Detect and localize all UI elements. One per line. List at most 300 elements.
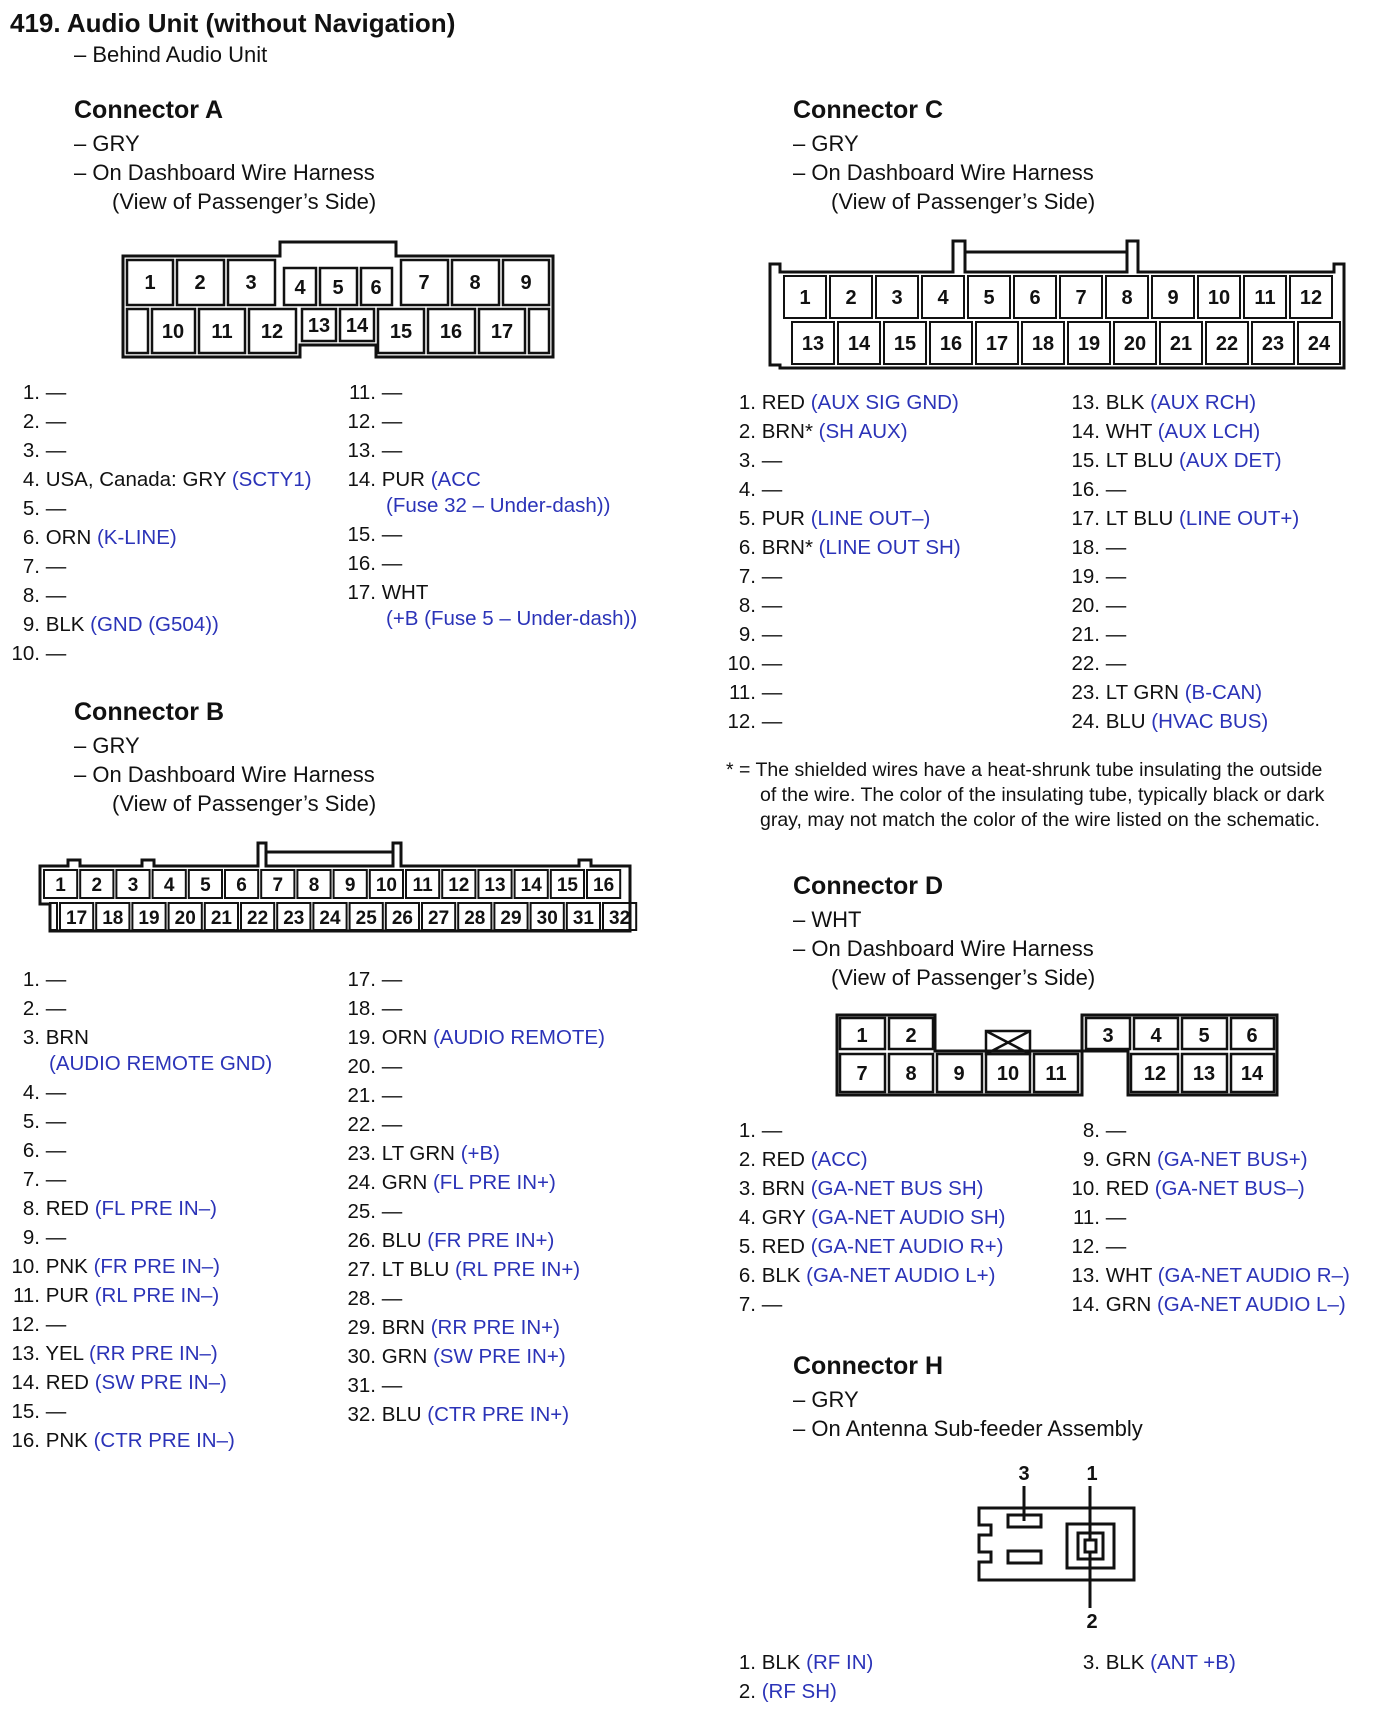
pin-label: 11 <box>1254 287 1276 309</box>
pin-label: 11 <box>1045 1063 1067 1085</box>
list-item: 17. — <box>347 968 403 991</box>
list-item: 13. YEL (RR PRE IN–) <box>11 1342 218 1365</box>
pin-label: 7 <box>418 272 430 294</box>
pin-cell <box>320 268 357 305</box>
pin-label: 24 <box>1307 333 1331 355</box>
list-item: 5. PUR (LINE OUT–) <box>738 507 931 530</box>
list-item: 10. PNK (FR PRE IN–) <box>11 1255 220 1278</box>
pin-cell <box>334 870 367 898</box>
pin-label: 22 <box>1215 333 1239 355</box>
pin-label: 18 <box>102 908 124 929</box>
list-item: 11. — <box>349 381 403 404</box>
pin-cell <box>840 1054 885 1092</box>
pin-cell <box>1060 276 1102 318</box>
list-item: 24. BLU (HVAC BUS) <box>1071 710 1269 733</box>
connector-b-labels <box>55 875 630 929</box>
pin-label: 19 <box>1077 333 1101 355</box>
list-item: 4. — <box>22 1081 67 1104</box>
pin-cell <box>422 903 455 930</box>
list-item: 4. GRY (GA-NET AUDIO SH) <box>738 1206 1006 1229</box>
list-item: 1. — <box>22 381 67 404</box>
pin-label: 16 <box>439 321 463 343</box>
pin-label: 15 <box>556 875 578 896</box>
pin-cell <box>189 870 222 898</box>
pin-cell <box>479 309 525 353</box>
pin-label: 5 <box>332 277 344 299</box>
pin-label: 2 <box>905 1025 917 1047</box>
list-item-continuation: (Fuse 32 – Under-dash)) <box>386 494 611 517</box>
list-item: 7. — <box>738 565 783 588</box>
list-item: 2. — <box>22 410 67 433</box>
pin-label: 13 <box>484 875 506 896</box>
connector-d-title: Connector D <box>793 872 943 900</box>
list-item: 9. — <box>22 1226 67 1249</box>
list-item: 3. BLK (ANT +B) <box>1082 1651 1236 1674</box>
pin-cell <box>889 1054 933 1092</box>
list-item: 2. RED (ACC) <box>738 1148 868 1171</box>
pin-cell <box>313 903 346 930</box>
pin-label: 17 <box>985 333 1009 355</box>
pin-label: 16 <box>939 333 963 355</box>
pin-label: 17 <box>490 321 514 343</box>
pin-label: 1 <box>1086 1463 1098 1485</box>
pin-label: 16 <box>593 875 615 896</box>
pin-cell <box>603 903 636 930</box>
list-item: 3. BRN <box>22 1026 89 1049</box>
list-item: 21. — <box>347 1084 403 1107</box>
connector-a-header <box>74 96 376 216</box>
list-item: 14. WHT (AUX LCH) <box>1071 420 1261 443</box>
pin-label: 21 <box>210 908 232 929</box>
pin-cell <box>529 309 549 353</box>
connector-d-outline <box>837 1015 1277 1095</box>
connector-a-location: – On Dashboard Wire Harness <box>74 160 375 185</box>
pin-cell <box>261 870 294 898</box>
pin-label: 2 <box>845 287 857 309</box>
list-item: 12. — <box>727 710 783 733</box>
list-item: 3. BRN (GA-NET BUS SH) <box>738 1177 984 1200</box>
pin-cell <box>478 870 511 898</box>
pin-cell <box>1231 1054 1274 1092</box>
pin-cell <box>428 309 475 353</box>
pin-cell <box>1014 276 1056 318</box>
pin-cell <box>177 260 224 305</box>
pin-label: 15 <box>893 333 917 355</box>
list-item: 10. — <box>727 652 783 675</box>
pin-cell <box>302 309 336 341</box>
pin-cell <box>567 903 600 930</box>
connector-a-color: – GRY <box>74 131 140 156</box>
list-item: 14. GRN (GA-NET AUDIO L–) <box>1071 1293 1346 1316</box>
pin-cell <box>1068 322 1110 364</box>
connector-d-color: – WHT <box>793 907 862 932</box>
connector-b-cells <box>44 870 636 930</box>
pin-label: 10 <box>375 875 397 896</box>
pin-label: 1 <box>856 1025 868 1047</box>
pin-label: 8 <box>308 875 320 896</box>
pin-cell <box>1231 1018 1274 1049</box>
pin-label: 1 <box>55 875 66 896</box>
connector-d-key <box>986 1031 1030 1054</box>
connector-a-title: Connector A <box>74 96 224 124</box>
pin-label: 7 <box>1075 287 1087 309</box>
pin-label: 1 <box>144 272 156 294</box>
list-item: 32. BLU (CTR PRE IN+) <box>347 1403 570 1426</box>
pin-cell <box>1244 276 1286 318</box>
pin-label: 17 <box>66 908 88 929</box>
pin-label: 9 <box>520 272 532 294</box>
pin-cell <box>205 903 238 930</box>
connector-c-view: (View of Passenger’s Side) <box>831 189 1096 214</box>
pin-cell <box>406 870 439 898</box>
pin-label: 13 <box>1192 1063 1216 1085</box>
connector-d-header <box>793 872 1095 992</box>
pin-cell <box>442 870 475 898</box>
connector-b-outline <box>40 843 630 931</box>
pin-label: 1 <box>799 287 811 309</box>
list-item: 19. ORN (AUDIO REMOTE) <box>347 1026 605 1049</box>
pin-cell <box>1252 322 1294 364</box>
pin-label: 8 <box>905 1063 917 1085</box>
pin-cell <box>249 309 296 353</box>
list-item: 7. — <box>738 1293 783 1316</box>
connector-h-outline <box>979 1508 1134 1580</box>
list-item: 21. — <box>1071 623 1127 646</box>
connector-h-pin-3 <box>1008 1515 1041 1527</box>
connector-b-color: – GRY <box>74 733 140 758</box>
list-item: 9. BLK (GND (G504)) <box>22 613 219 636</box>
pin-cell <box>494 903 527 930</box>
list-item: 1. RED (AUX SIG GND) <box>738 391 959 414</box>
connector-h-header <box>793 1352 1143 1443</box>
pin-label: 19 <box>138 908 160 929</box>
list-item: 23. LT GRN (+B) <box>347 1142 501 1165</box>
pin-label: 3 <box>245 272 257 294</box>
pin-cell <box>60 903 93 930</box>
list-item: 20. — <box>1071 594 1127 617</box>
list-item: 25. — <box>347 1200 403 1223</box>
pin-cell <box>922 276 964 318</box>
connector-c-title: Connector C <box>793 96 943 124</box>
list-item: 10. RED (GA-NET BUS–) <box>1071 1177 1305 1200</box>
list-item: 17. WHT <box>347 581 429 604</box>
pin-label: 12 <box>448 875 470 896</box>
list-item: 12. — <box>347 410 403 433</box>
list-item: 12. — <box>1071 1235 1127 1258</box>
pin-label: 9 <box>953 1063 965 1085</box>
pin-label: 28 <box>464 908 486 929</box>
pin-label: 5 <box>200 875 211 896</box>
pin-cell <box>1034 1054 1078 1092</box>
pin-cell <box>50 903 57 930</box>
pin-cell <box>1290 276 1332 318</box>
connector-d-location: – On Dashboard Wire Harness <box>793 936 1094 961</box>
list-item: 16. PNK (CTR PRE IN–) <box>11 1429 235 1452</box>
list-item: 14. RED (SW PRE IN–) <box>11 1371 227 1394</box>
pin-cell <box>840 1018 885 1049</box>
list-item: 10. — <box>11 642 67 665</box>
list-item-continuation: (AUDIO REMOTE GND) <box>49 1052 273 1075</box>
list-item: 18. — <box>1071 536 1127 559</box>
pin-label: 4 <box>1150 1025 1162 1047</box>
pin-label: 10 <box>1207 287 1231 309</box>
list-item: 28. — <box>347 1287 403 1310</box>
pin-label: 14 <box>847 333 871 355</box>
pin-cell <box>1134 1018 1178 1049</box>
list-item: 7. — <box>22 1168 67 1191</box>
pin-cell <box>116 870 149 898</box>
connector-h-center <box>1085 1540 1096 1552</box>
pin-label: 6 <box>236 875 247 896</box>
list-item: 15. LT BLU (AUX DET) <box>1071 449 1282 472</box>
list-item: 6. — <box>22 1139 67 1162</box>
pin-label: 6 <box>370 277 382 299</box>
pin-label: 5 <box>1198 1025 1210 1047</box>
list-item: 11. — <box>729 681 783 704</box>
pin-cell <box>361 268 392 305</box>
connector-b-title: Connector B <box>74 698 224 726</box>
pin-label: 24 <box>319 908 341 929</box>
list-item: 5. RED (GA-NET AUDIO R+) <box>738 1235 1004 1258</box>
pin-cell <box>277 903 310 930</box>
pin-label: 12 <box>1143 1063 1167 1085</box>
pin-label: 2 <box>194 272 206 294</box>
pin-cell <box>44 870 77 898</box>
pin-label: 3 <box>1102 1025 1114 1047</box>
pin-label: 12 <box>1299 287 1323 309</box>
pin-label: 11 <box>412 875 433 896</box>
pin-cell <box>132 903 165 930</box>
pin-cell <box>297 870 330 898</box>
list-item: 4. — <box>738 478 783 501</box>
pin-label: 27 <box>428 908 450 929</box>
list-item: 14. PUR (ACC <box>347 468 481 491</box>
shielded-wire-note-line-3: gray, may not match the color of the wire listed on the schematic. <box>760 809 1320 831</box>
pin-label: 26 <box>391 908 413 929</box>
pin-cell <box>241 903 274 930</box>
pin-cell <box>458 903 491 930</box>
pin-label: 8 <box>1121 287 1133 309</box>
list-item: 9. — <box>738 623 783 646</box>
pin-label: 10 <box>161 321 185 343</box>
connector-c-cells <box>784 276 1340 364</box>
list-item: 17. LT BLU (LINE OUT+) <box>1071 507 1300 530</box>
pin-cell <box>127 260 173 305</box>
connector-h-color: – GRY <box>793 1387 859 1412</box>
pin-cell <box>350 903 383 930</box>
list-item: 9. GRN (GA-NET BUS+) <box>1082 1148 1308 1171</box>
pin-cell <box>884 322 926 364</box>
pin-cell <box>1198 276 1240 318</box>
pin-label: 10 <box>996 1063 1020 1085</box>
pin-cell <box>127 309 148 353</box>
pin-cell <box>1086 1018 1130 1049</box>
connector-b-location: – On Dashboard Wire Harness <box>74 762 375 787</box>
connector-d-view: (View of Passenger’s Side) <box>831 965 1096 990</box>
list-item: 22. — <box>347 1113 403 1136</box>
list-item: 31. — <box>347 1374 403 1397</box>
list-item: 2. — <box>22 997 67 1020</box>
pin-cell <box>199 309 245 353</box>
list-item: 1. — <box>22 968 67 991</box>
list-item: 1. — <box>738 1119 783 1142</box>
pin-cell <box>515 870 548 898</box>
list-item: 13. BLK (AUX RCH) <box>1071 391 1257 414</box>
pin-label: 30 <box>536 908 558 929</box>
pin-cell <box>152 309 195 353</box>
list-item: 15. — <box>11 1400 67 1423</box>
list-item: 2. (RF SH) <box>738 1680 837 1703</box>
shielded-wire-note-line-2: of the wire. The color of the insulating tube, typically black or dark <box>760 784 1325 806</box>
pin-cell <box>1152 276 1194 318</box>
pin-label: 11 <box>211 321 233 343</box>
list-item: 2. BRN* (SH AUX) <box>738 420 908 443</box>
pin-label: 2 <box>1086 1611 1098 1633</box>
shielded-wire-note-line-1: * = The shielded wires have a heat-shrunk tube insulating the outside <box>726 759 1323 781</box>
pin-cell <box>551 870 584 898</box>
list-item: 3. — <box>738 449 783 472</box>
list-item: 30. GRN (SW PRE IN+) <box>347 1345 566 1368</box>
pin-cell <box>1114 322 1156 364</box>
connector-a-view: (View of Passenger’s Side) <box>112 189 377 214</box>
pin-label: 3 <box>127 875 139 896</box>
pin-cell <box>838 322 880 364</box>
list-item: 18. — <box>347 997 403 1020</box>
pin-cell <box>1131 1054 1178 1092</box>
pin-label: 29 <box>500 908 522 929</box>
pin-label: 7 <box>856 1063 868 1085</box>
pin-label: 15 <box>389 321 413 343</box>
list-item: 6. BLK (GA-NET AUDIO L+) <box>738 1264 996 1287</box>
pin-label: 32 <box>609 908 631 929</box>
pin-cell <box>976 322 1018 364</box>
list-item: 13. — <box>347 439 403 462</box>
connector-a-outline <box>123 242 553 357</box>
pin-cell <box>876 276 918 318</box>
pin-cell <box>153 870 186 898</box>
pin-label: 4 <box>294 277 306 299</box>
pin-cell <box>370 870 403 898</box>
pin-label: 9 <box>344 875 356 896</box>
pin-cell <box>386 903 419 930</box>
list-item: 20. — <box>347 1055 403 1078</box>
list-item: 8. — <box>22 584 67 607</box>
list-item: 6. BRN* (LINE OUT SH) <box>738 536 961 559</box>
pin-cell <box>340 309 374 341</box>
pin-label: 9 <box>1167 287 1179 309</box>
pin-cell <box>968 276 1010 318</box>
page-subtitle: – Behind Audio Unit <box>74 42 268 67</box>
list-item: 16. — <box>347 552 403 575</box>
pin-label: 20 <box>1123 333 1147 355</box>
connector-c-color: – GRY <box>793 131 859 156</box>
list-item-continuation: (+B (Fuse 5 – Under-dash)) <box>386 607 638 630</box>
list-item: 8. RED (FL PRE IN–) <box>22 1197 217 1220</box>
pin-label: 4 <box>937 287 949 309</box>
pin-cell <box>986 1054 1030 1092</box>
pin-cell <box>1206 322 1248 364</box>
connector-c-outline <box>770 241 1344 368</box>
list-item: 4. USA, Canada: GRY (SCTY1) <box>22 468 312 491</box>
pin-cell <box>531 903 564 930</box>
connector-h-title: Connector H <box>793 1352 943 1380</box>
pin-label: 6 <box>1029 287 1041 309</box>
list-item: 12. — <box>11 1313 67 1336</box>
list-item: 26. BLU (FR PRE IN+) <box>347 1229 555 1252</box>
list-item: 11. PUR (RL PRE IN–) <box>13 1284 220 1307</box>
list-item: 22. — <box>1071 652 1127 675</box>
pin-cell <box>784 276 826 318</box>
pin-label: 3 <box>891 287 903 309</box>
pin-cell <box>96 903 129 930</box>
pin-cell <box>503 260 549 305</box>
pin-cell <box>401 260 448 305</box>
pin-label: 6 <box>1246 1025 1258 1047</box>
pin-cell <box>80 870 113 898</box>
connector-c-labels <box>799 287 1331 355</box>
pin-label: 22 <box>247 908 269 929</box>
pin-label: 13 <box>801 333 825 355</box>
pin-cell <box>792 322 834 364</box>
pin-label: 23 <box>1261 333 1285 355</box>
connector-h-location: – On Antenna Sub-feeder Assembly <box>793 1416 1143 1441</box>
list-item: 1. BLK (RF IN) <box>738 1651 874 1674</box>
pin-cell <box>225 870 258 898</box>
connector-h-shield <box>1078 1533 1103 1559</box>
connector-h-slot <box>1008 1551 1041 1563</box>
pin-cell <box>930 322 972 364</box>
pin-cell <box>169 903 202 930</box>
list-item: 5. — <box>22 1110 67 1133</box>
list-item: 13. WHT (GA-NET AUDIO R–) <box>1071 1264 1350 1287</box>
pin-label: 3 <box>1018 1463 1030 1485</box>
list-item: 8. — <box>738 594 783 617</box>
pin-cell <box>937 1054 982 1092</box>
list-item: 24. GRN (FL PRE IN+) <box>347 1171 556 1194</box>
list-item: 7. — <box>22 555 67 578</box>
pin-label: 13 <box>307 315 331 337</box>
list-item: 6. ORN (K-LINE) <box>22 526 177 549</box>
connector-c-header <box>793 96 1095 216</box>
pin-cell <box>1160 322 1202 364</box>
pin-label: 23 <box>283 908 305 929</box>
pin-cell <box>1106 276 1148 318</box>
pin-label: 14 <box>1240 1063 1264 1085</box>
pin-label: 2 <box>91 875 103 896</box>
pin-cell <box>284 268 316 305</box>
pin-label: 25 <box>355 908 377 929</box>
connector-b-view: (View of Passenger’s Side) <box>112 791 377 816</box>
list-item: 19. — <box>1071 565 1127 588</box>
pin-label: 7 <box>272 875 284 896</box>
list-item: 16. — <box>1071 478 1127 501</box>
connector-b-header <box>74 698 376 818</box>
pin-label: 8 <box>469 272 481 294</box>
pin-label: 14 <box>520 875 542 896</box>
pin-label: 12 <box>260 321 284 343</box>
pin-cell <box>452 260 499 305</box>
pin-cell <box>587 870 620 898</box>
pin-cell <box>378 309 424 353</box>
pin-label: 20 <box>174 908 196 929</box>
pin-label: 14 <box>345 315 369 337</box>
pin-cell <box>830 276 872 318</box>
connector-h-pin-1 <box>1067 1524 1114 1568</box>
connector-c-location: – On Dashboard Wire Harness <box>793 160 1094 185</box>
list-item: 23. LT GRN (B-CAN) <box>1071 681 1263 704</box>
list-item: 8. — <box>1082 1119 1127 1142</box>
pin-cell <box>1182 1054 1227 1092</box>
